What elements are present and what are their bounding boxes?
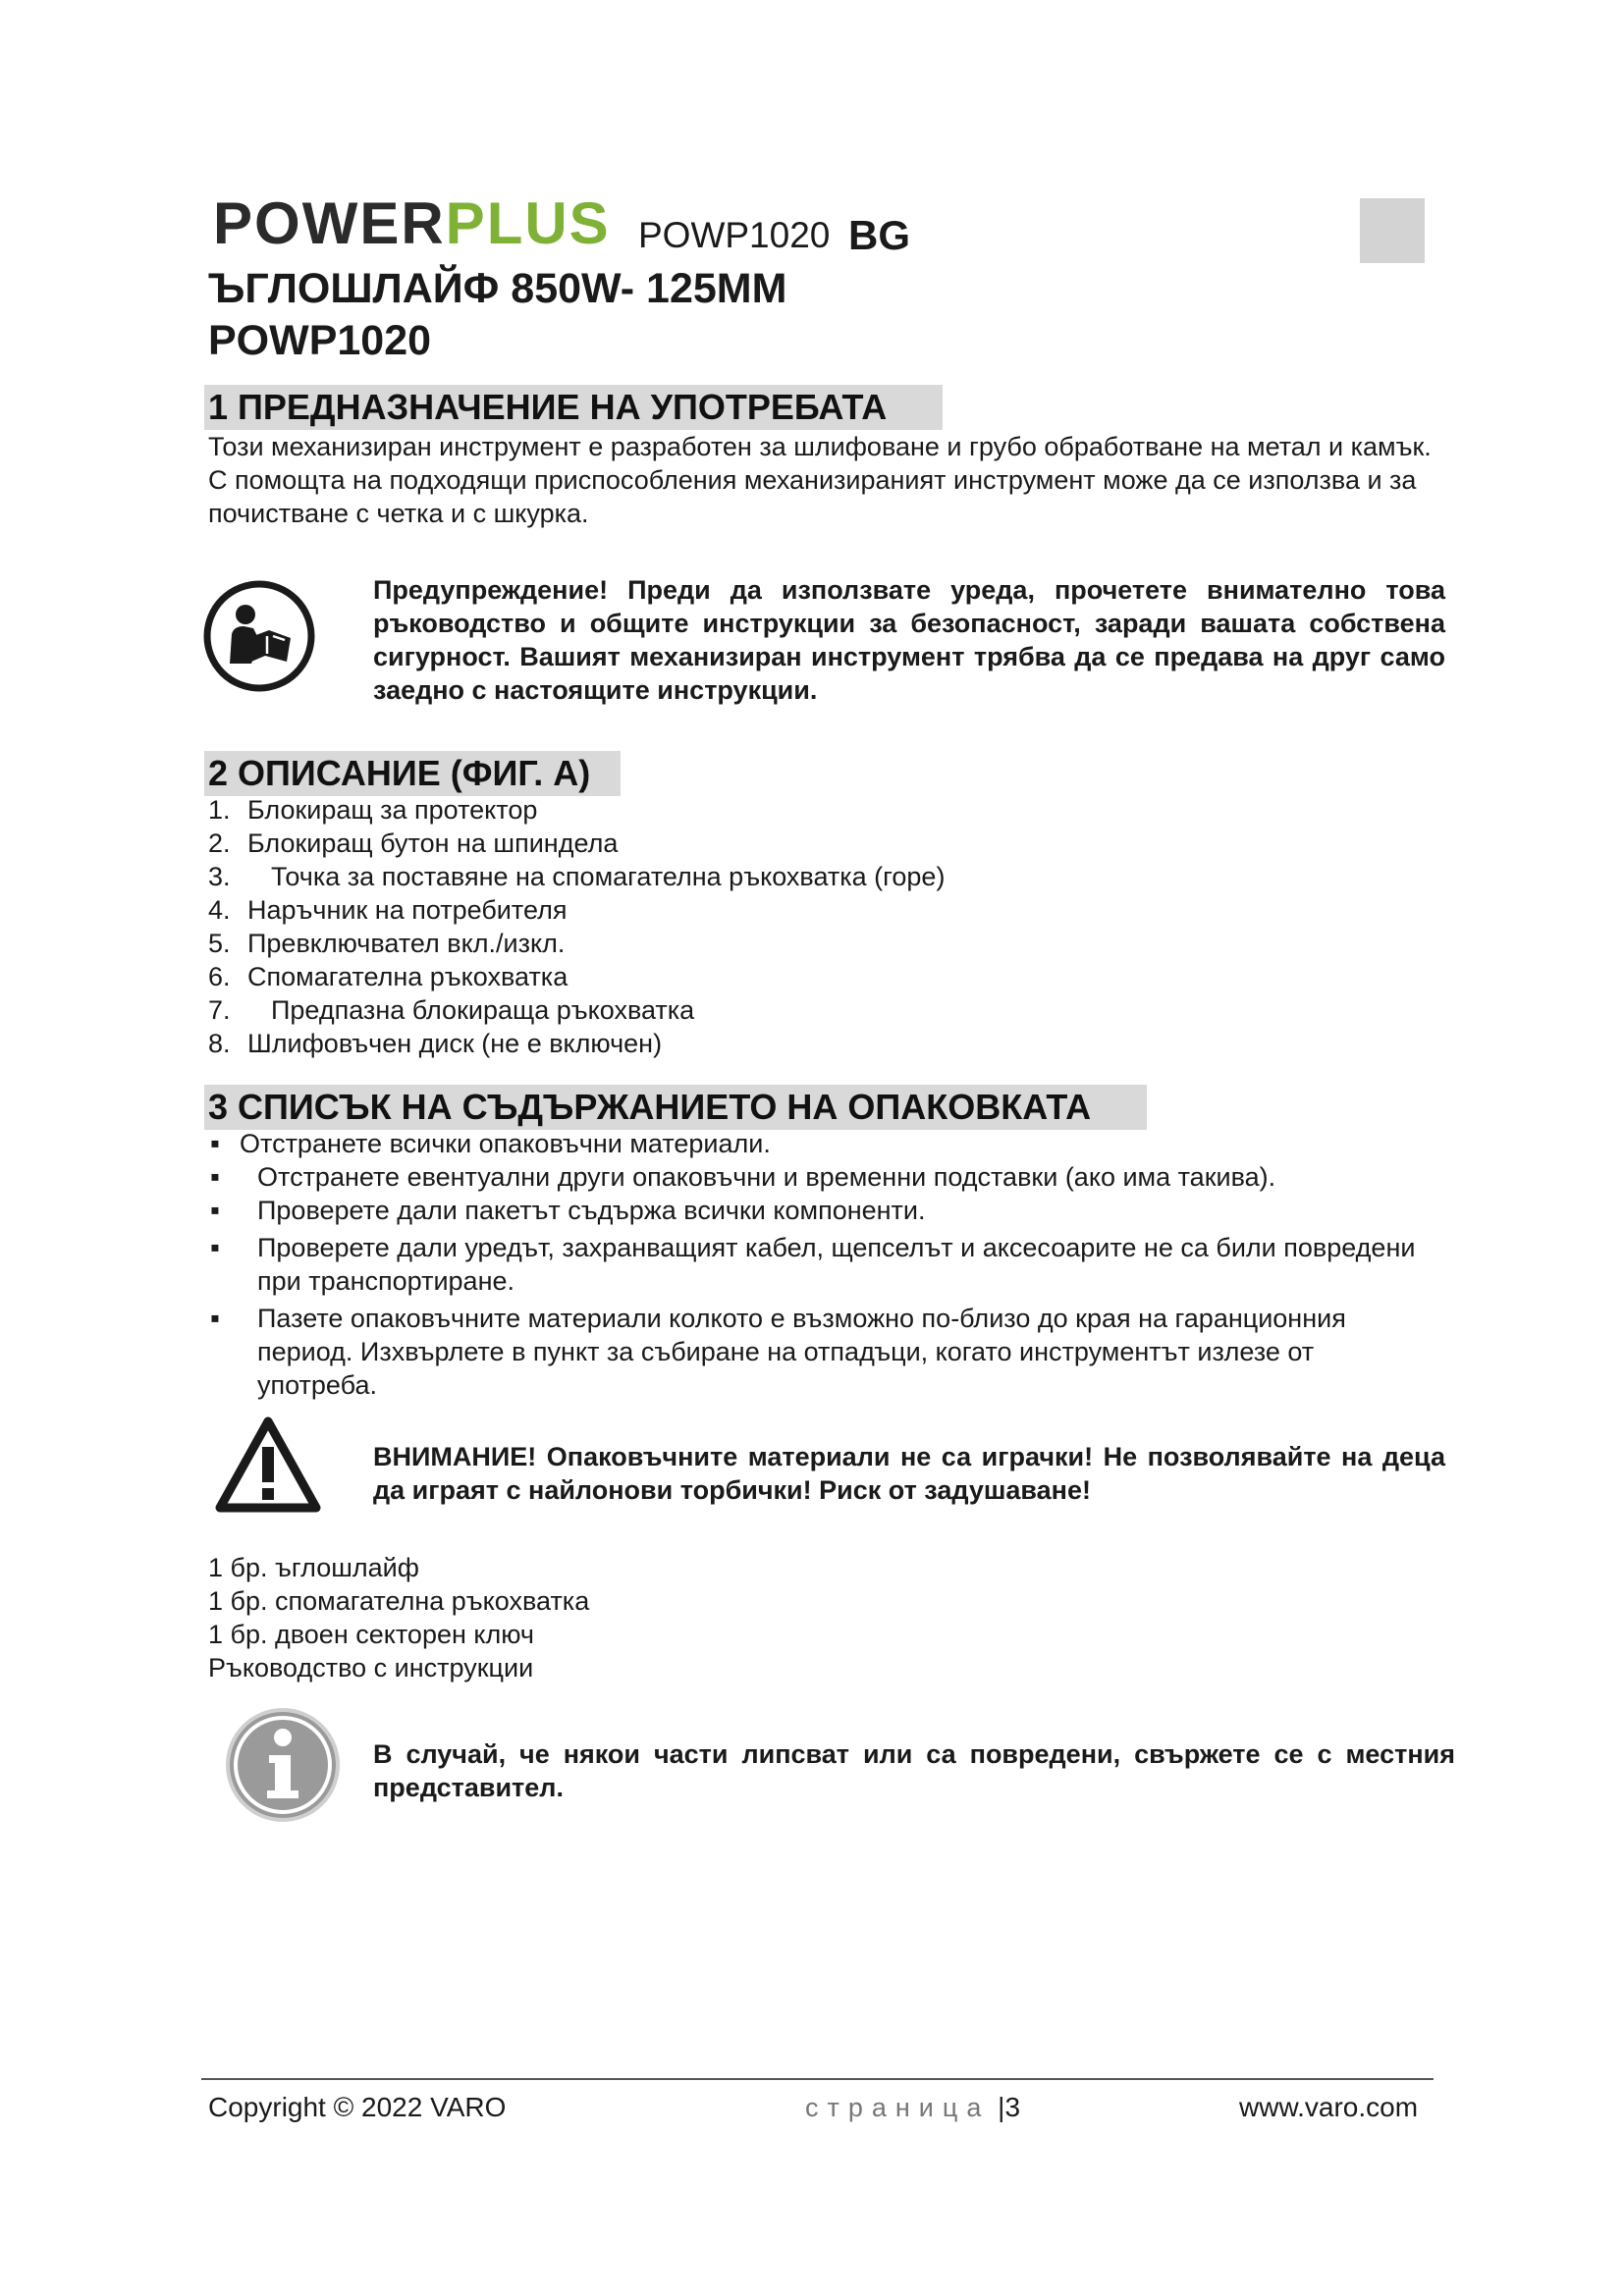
warning-triangle-icon [214, 1415, 322, 1514]
list-item: ▪ Проверете дали пакетът съдържа всички компоненти. [208, 1194, 1426, 1227]
caution-text: ВНИМАНИЕ! Опаковъчните материали не са играчки! Не позволявайте на деца да играят с найлонови торбички! Риск от задушаване! [373, 1442, 1445, 1505]
corner-marker [1360, 198, 1425, 263]
list-item: 1 бр. спомагателна ръкохватка [208, 1586, 590, 1616]
manual-warning-text: Предупреждение! Преди да използвате уреда, прочетете внимателно това ръководство и общите инструкции за безопасност, заради вашата собствена сигурност. Вашият механизиран инструмент трябва да се предава на друг само заедно с настоящите инструкции. [373, 575, 1445, 705]
list-item: Ръководство с инструкции [208, 1653, 534, 1682]
list-item: 1. Блокиращ за протектор [208, 795, 538, 825]
packing-checklist [208, 1127, 1426, 1402]
logo-plus-text: PLUS [445, 190, 611, 256]
powerplus-logo [213, 190, 611, 256]
footer-copyright: Copyright © 2022 VARO [208, 2092, 507, 2122]
footer-page [805, 2091, 1020, 2124]
section-1-heading: 1 ПРЕДНАЗНАЧЕНИЕ НА УПОТРЕБАТА [204, 385, 943, 430]
list-item: 7. Предпазна блокираща ръкохватка [208, 995, 695, 1025]
model-code: POWP1020 [638, 215, 831, 255]
footer-website[interactable]: www.varo.com [1239, 2092, 1419, 2122]
logo-power-text: POWER [213, 190, 446, 256]
list-item: ▪ Отстранете евентуални други опаковъчни и временни подставки (ако има такива). [208, 1160, 1426, 1194]
page-label: страница [805, 2093, 991, 2122]
list-item: 6. Спомагателна ръкохватка [208, 962, 568, 991]
read-manual-icon [202, 579, 316, 693]
list-item: 8. Шлифовъчен диск (не е включен) [208, 1029, 663, 1058]
package-contents [208, 1551, 589, 1684]
parts-list [208, 793, 945, 1060]
list-item: ▪ Проверете дали уредът, захранващият кабел, щепселът и аксесоарите не са били повредени при транспортиране. [208, 1231, 1426, 1298]
section-3-heading: 3 СПИСЪК НА СЪДЪРЖАНИЕТО НА ОПАКОВКАТА [204, 1085, 1147, 1130]
list-item: 1 бр. ъглошлайф [208, 1553, 419, 1582]
section-1-body: Този механизиран инструмент е разработен за шлифоване и грубо обработване на метал и камък. С помощта на подходящи приспособления механизираният инструмент може да се използва и за почистване с четка и с шкурка. [208, 432, 1432, 528]
info-icon [224, 1706, 342, 1824]
list-item: 5. Превключвател вкл./изкл. [208, 929, 566, 958]
list-item: 2. Блокиращ бутон на шпиндела [208, 828, 619, 858]
list-item: 4. Наръчник на потребителя [208, 895, 568, 925]
section-2-heading: 2 ОПИСАНИЕ (ФИГ. A) [204, 751, 621, 796]
list-item: 1 бр. двоен секторен ключ [208, 1620, 534, 1649]
list-item: ▪ Пазете опаковъчните материали колкото е възможно по-близо до края на гаранционния период. Изхвърлете в пункт за събиране на отпадъци, когато инструментът излезе от употреба. [208, 1302, 1426, 1402]
list-item: ▪ Отстранете всички опаковъчни материали. [208, 1127, 1426, 1160]
language-code: BG [848, 212, 910, 258]
info-text: В случай, че някои части липсват или са повредени, свържете се с местния представител. [373, 1739, 1455, 1802]
list-item: 3. Точка за поставяне на спомагателна ръкохватка (горе) [208, 862, 946, 891]
document-title: ЪГЛОШЛАЙФ 850W- 125MM [208, 265, 787, 312]
footer-divider [201, 2078, 1434, 2080]
page-separator: | [998, 2092, 1005, 2122]
document-subtitle: POWP1020 [208, 317, 432, 364]
page-number: 3 [1004, 2092, 1021, 2122]
